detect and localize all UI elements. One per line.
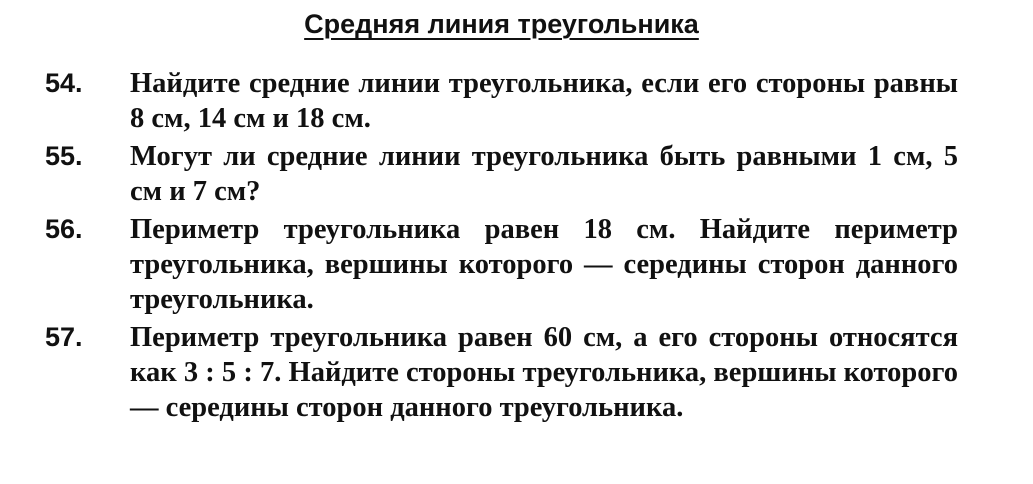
problem-text: Могут ли средние линии треугольника быть равными 1 см, 5 см и 7 см?: [130, 141, 958, 207]
problem-number: 56.: [45, 214, 83, 244]
problem-text: Периметр треугольника равен 60 см, а его стороны относятся как 3 : 5 : 7. Найдите стороны треугольника, вершины которого — середины сторон данного треугольника.: [130, 322, 958, 423]
problem-item: [0, 212, 1033, 317]
problem-text: Найдите средние линии треугольника, если его стороны равны 8 см, 14 см и 18 см.: [130, 68, 958, 134]
section-title: [0, 6, 1003, 42]
section-title-text: Средняя линия треугольника: [304, 9, 699, 39]
problem-text: Периметр треугольника равен 18 см. Найдите периметр треугольника, вершины которого — середины сторон данного треугольника.: [130, 214, 958, 315]
problem-item: [0, 139, 1033, 209]
problem-number: 55.: [45, 141, 83, 171]
problem-number: 57.: [45, 322, 83, 352]
problem-list: [0, 66, 1033, 428]
problem-item: [0, 320, 1033, 425]
problem-item: [0, 66, 1033, 136]
problem-number: 54.: [45, 68, 83, 98]
